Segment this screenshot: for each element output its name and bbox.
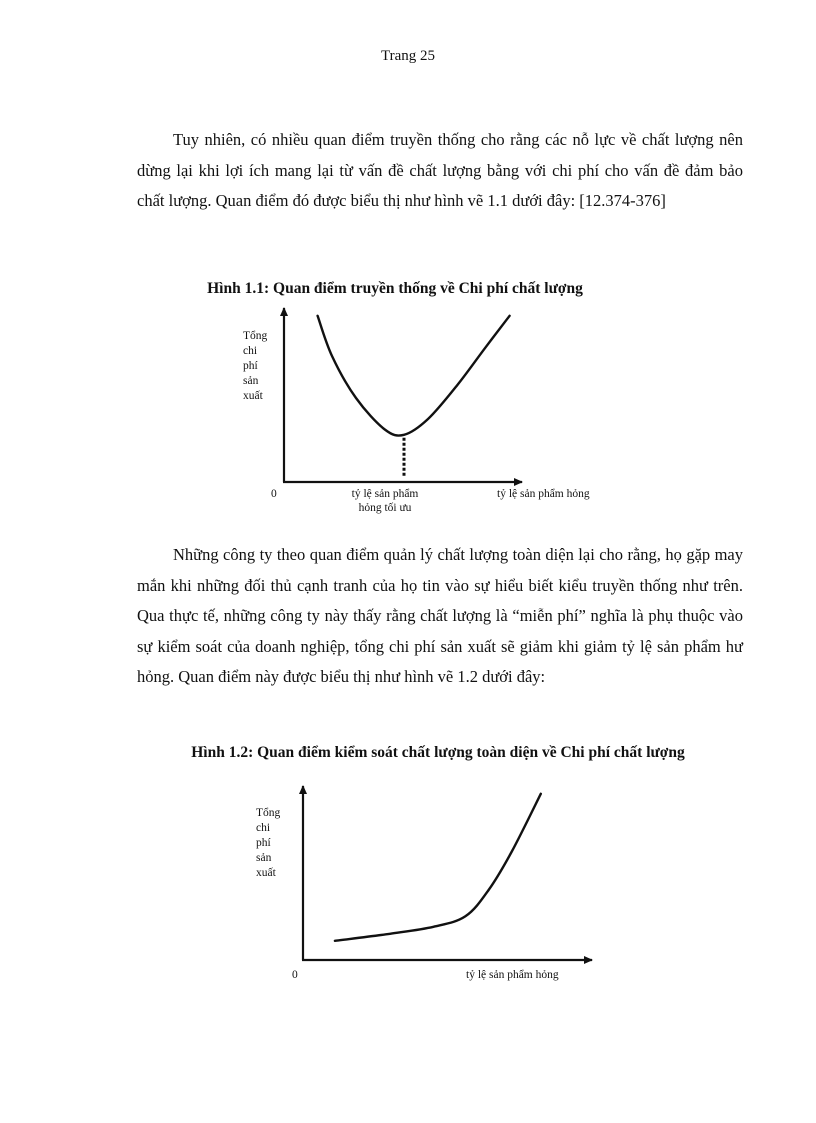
figure-1-1-origin-label: 0 xyxy=(271,488,277,500)
figure-1-2-origin-label: 0 xyxy=(292,969,298,981)
y-label-line: Tổng xyxy=(243,330,268,342)
y-label-line: sản xyxy=(256,852,272,864)
figure-1-1-optimum-label xyxy=(330,487,440,515)
figure-1-1-y-axis-label xyxy=(243,329,267,404)
paragraph-tqm-view xyxy=(137,540,743,693)
cost-curve xyxy=(318,316,510,436)
figure-1-2-caption: Hình 1.2: Quan điểm kiểm soát chất lượng toàn diện về Chi phí chất lượng xyxy=(191,744,685,761)
y-label-line: phí xyxy=(256,837,271,849)
y-label-line: chi xyxy=(243,345,258,357)
paragraph-traditional-view xyxy=(137,125,743,217)
figure-1-1-caption: Hình 1.1: Quan điểm truyền thống về Chi phí chất lượng xyxy=(207,280,583,297)
y-label-line: chi xyxy=(256,822,271,834)
y-label-line: Tổng xyxy=(256,807,281,819)
figure-1-1-chart xyxy=(270,300,530,490)
figure-1-2-chart xyxy=(290,780,600,966)
page-number: Trang 25 xyxy=(380,48,436,64)
y-label-line: xuất xyxy=(256,867,276,879)
cost-curve xyxy=(335,794,541,941)
figure-1-1-x-axis-label: tỷ lệ sản phẩm hỏng xyxy=(497,488,590,500)
figure-1-2-y-axis-label xyxy=(256,806,280,881)
y-label-line: xuất xyxy=(243,390,263,402)
y-label-line: sản xyxy=(243,375,259,387)
figure-1-2-x-axis-label: tỷ lệ sản phẩm hỏng xyxy=(466,969,559,981)
y-label-line: phí xyxy=(243,360,258,372)
optimum-label-line: tỷ lệ sản phẩm xyxy=(351,488,419,500)
paragraph-text: Những công ty theo quan điểm quản lý chất lượng toàn diện lại cho rằng, họ gặp may mắn khi những đối thủ cạnh tranh của họ tin vào sự hiểu biết kiểu truyền thống như trên. Qua thực tế, những công ty này thấy rằng chất lượng là “miễn phí” nghĩa là phụ thuộc vào sự kiểm soát của doanh nghiệp, tổng chi phí sản xuất sẽ giảm khi giảm tỷ lệ sản phẩm hư hỏng. Quan điểm này được biểu thị như hình vẽ 1.2 dưới đây: xyxy=(137,545,743,686)
paragraph-text: Tuy nhiên, có nhiều quan điểm truyền thống cho rằng các nỗ lực về chất lượng nên dừng lại khi lợi ích mang lại từ vấn đề chất lượng bằng với chi phí cho vấn đề đảm bảo chất lượng. Quan điểm đó được biểu thị như hình vẽ 1.1 dưới đây: [12.374-376] xyxy=(137,130,743,210)
optimum-label-line: hỏng tối ưu xyxy=(358,502,412,514)
